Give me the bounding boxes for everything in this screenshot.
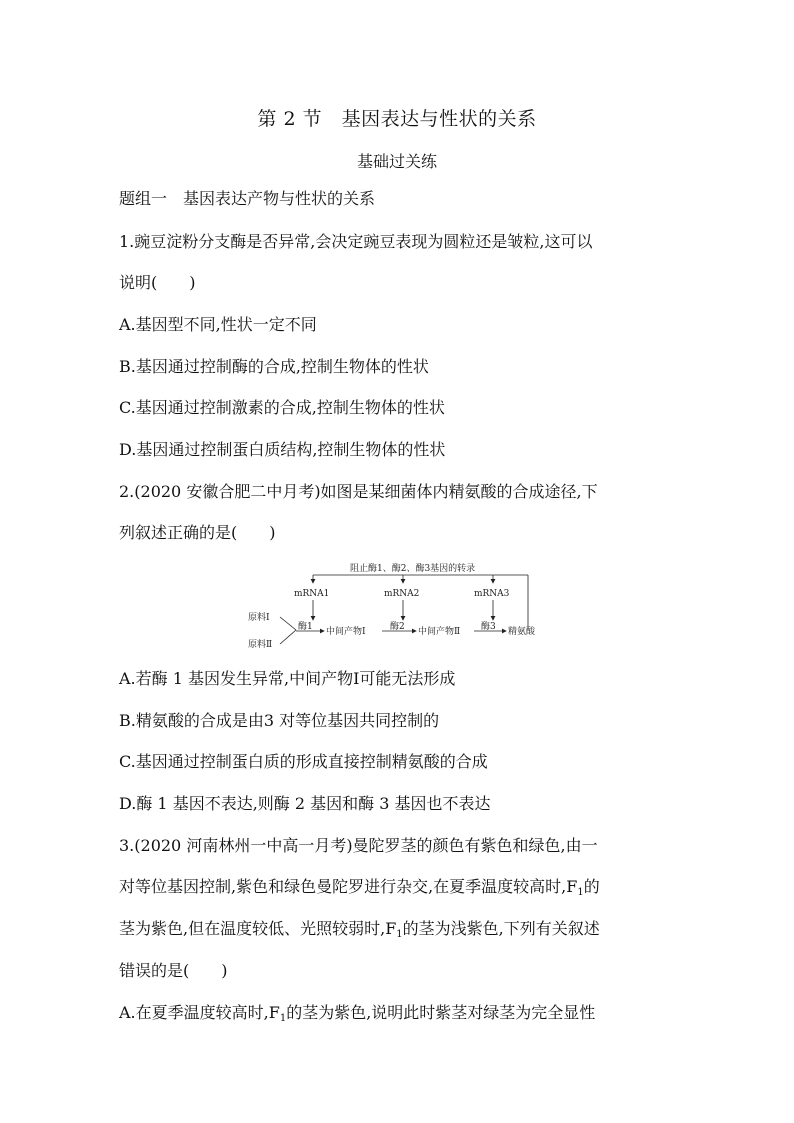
q2-option-a: A.若酶 1 基因发生异常,中间产物Ⅰ可能无法形成 bbox=[119, 669, 456, 688]
product-label: 精氨酸 bbox=[508, 627, 536, 637]
f1-subscript: 1 bbox=[396, 929, 403, 940]
section-subtitle: 基础过关练 bbox=[356, 152, 437, 171]
q3-stem-line1: 3.(2020 河南林州一中高一月考)曼陀罗茎的颜色有紫色和绿色,由一 bbox=[119, 836, 598, 855]
q1-option-c: C.基因通过控制激素的合成,控制生物体的性状 bbox=[119, 398, 445, 417]
q1-option-d: D.基因通过控制蛋白质结构,控制生物体的性状 bbox=[119, 440, 446, 459]
q1-option-b: B.基因通过控制酶的合成,控制生物体的性状 bbox=[119, 357, 429, 376]
mrna3-label: mRNA3 bbox=[474, 589, 510, 599]
q1-stem-line1: 1.豌豆淀粉分支酶是否异常,会决定豌豆表现为圆粒还是皱粒,这可以 bbox=[119, 232, 593, 251]
q2-option-d: D.酶 1 基因不表达,则酶 2 基因和酶 3 基因也不表达 bbox=[119, 794, 491, 813]
q3-line2-end: 的 bbox=[583, 877, 600, 896]
q3-a-start: A.在夏季温度较高时, bbox=[119, 1003, 269, 1022]
f1-symbol: F bbox=[566, 877, 578, 896]
q3-line3-start: 茎为紫色,但在温度较低、光照较弱时, bbox=[119, 919, 386, 938]
q2-stem-line1: 2.(2020 安徽合肥二中月考)如图是某细菌体内精氨酸的合成途径,下 bbox=[119, 482, 598, 501]
q3-option-a bbox=[119, 1003, 681, 1023]
inhibit-label: 阻止酶1、酶2、酶3基因的转录 bbox=[350, 564, 476, 574]
section-title: 第 2 节 基因表达与性状的关系 bbox=[257, 108, 537, 130]
q2-option-c: C.基因通过控制蛋白质的形成直接控制精氨酸的合成 bbox=[119, 752, 488, 771]
q3-stem-line3 bbox=[119, 919, 681, 939]
q3-line2-text: 对等位基因控制,紫色和绿色曼陀罗进行杂交,在夏季温度较高时, bbox=[119, 877, 567, 896]
intermediate1-label: 中间产物Ⅰ bbox=[326, 627, 366, 637]
enzyme3-label: 酶3 bbox=[481, 622, 496, 632]
mrna1-label: mRNA1 bbox=[294, 589, 330, 599]
f1-subscript: 1 bbox=[279, 1013, 287, 1024]
enzyme1-label: 酶1 bbox=[298, 622, 313, 632]
f1-symbol: F bbox=[385, 919, 397, 938]
f1-symbol: F bbox=[268, 1003, 280, 1022]
q3-a-end: 的茎为紫色,说明此时紫茎对绿茎为完全显性 bbox=[286, 1003, 596, 1022]
q3-stem-line4: 错误的是( ) bbox=[119, 961, 228, 980]
mrna2-label: mRNA2 bbox=[384, 589, 420, 599]
arginine-pathway-diagram bbox=[240, 553, 560, 653]
q1-stem-line2: 说明( ) bbox=[119, 273, 196, 292]
q2-stem-line2: 列叙述正确的是( ) bbox=[119, 523, 276, 542]
raw-material-1: 原料Ⅰ bbox=[248, 613, 270, 623]
raw-material-2: 原料Ⅱ bbox=[248, 640, 273, 650]
q2-option-b: B.精氨酸的合成是由3 对等位基因共同控制的 bbox=[119, 711, 440, 730]
f1-subscript: 1 bbox=[577, 887, 584, 898]
q3-stem-line2 bbox=[119, 877, 681, 897]
intermediate2-label: 中间产物Ⅱ bbox=[418, 627, 461, 637]
q3-line3-end: 的茎为浅紫色,下列有关叙述 bbox=[402, 919, 600, 938]
enzyme2-label: 酶2 bbox=[390, 622, 405, 632]
q1-option-a: A.基因型不同,性状一定不同 bbox=[119, 315, 317, 334]
group-heading: 题组一 基因表达产物与性状的关系 bbox=[119, 189, 376, 208]
